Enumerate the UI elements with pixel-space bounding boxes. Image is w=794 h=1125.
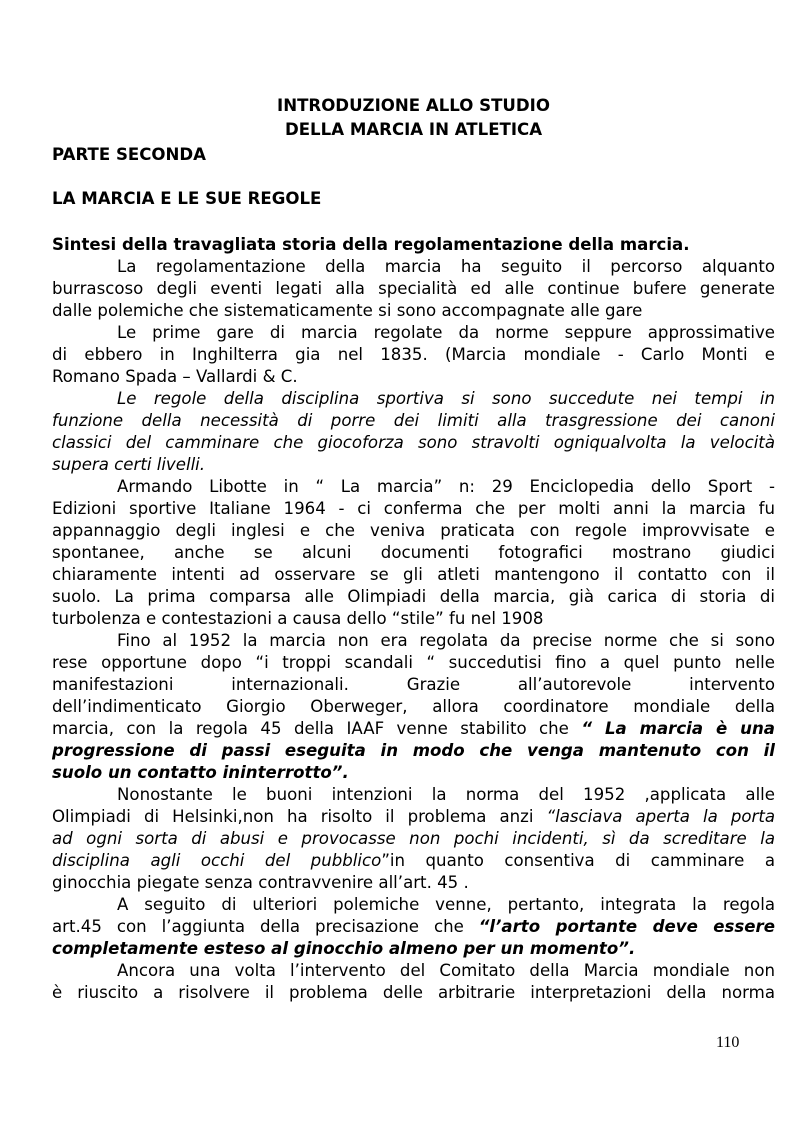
p5-quote-start: “ La marcia è una [581, 719, 775, 738]
p7-quote-start: “l’arto portante deve essere [478, 917, 775, 936]
p8-line-1: Ancora una volta l’intervento del Comitato della Marcia mondiale non [117, 961, 775, 980]
p4-line-1: Armando Libotte in “ La marcia” n: 29 Enciclopedia dello Sport - [117, 477, 775, 496]
p1-line-1: La regolamentazione della marcia ha seguito il percorso alquanto [117, 257, 775, 276]
p6-line-1: Nonostante le buoni intenzioni la norma del 1952 ,applicata alle [117, 785, 775, 804]
section-heading: LA MARCIA E LE SUE REGOLE [52, 189, 322, 208]
p6-quote-start: “lasciava aperta la porta [546, 807, 775, 826]
p6-quote-end: disciplina agli occhi del pubblico [52, 851, 382, 870]
p2-line-1: Le prime gare di marcia regolate da norme seppure approssimative [117, 323, 775, 342]
p5-line-5 [52, 719, 775, 739]
p2-line-2: di ebbero in Inghilterra gia nel 1835. (Marcia mondiale - Carlo Monti e [52, 345, 775, 364]
p4-line-6: suolo. La prima comparsa alle Olimpiadi della marcia, già carica di storia di [52, 587, 775, 606]
part-heading: PARTE SECONDA [52, 145, 207, 164]
p5-line-4: dell’indimenticato Giorgio Oberweger, allora coordinatore mondiale della [52, 697, 775, 716]
p3-line-4: supera certi livelli. [52, 455, 206, 474]
p4-line-4: spontanee, anche se alcuni documenti fotografici mostrano giudici [52, 543, 775, 562]
page-number: 110 [716, 1034, 740, 1051]
p6-line-4 [52, 851, 775, 871]
p6-line-5: ginocchia piegate senza contravvenire all’art. 45 . [52, 873, 469, 892]
p5-line-2: rese opportune dopo “i troppi scandali “ succedutisi fino a quel punto nelle [52, 653, 775, 672]
p1-line-3: dalle polemiche che sistematicamente si sono accompagnate alle gare [52, 301, 643, 320]
p1-line-2: burrascoso degli eventi legati alla specialità ed alle continue bufere generate [52, 279, 775, 298]
p5-line-7: suolo un contatto ininterrotto”. [52, 763, 349, 782]
p4-line-5: chiaramente intenti ad osservare se gli atleti mantengono il contatto con il [52, 565, 775, 584]
p3-line-2: funzione della necessità di porre dei limiti alla trasgressione dei canoni [52, 411, 775, 430]
title-line-1: INTRODUZIONE ALLO STUDIO [277, 96, 550, 115]
subheading: Sintesi della travagliata storia della regolamentazione della marcia. [52, 235, 690, 254]
p4-line-3: appannaggio degli inglesi e che veniva praticata con regole improvvisate e [52, 521, 775, 540]
p3-line-3: classici del camminare che giocoforza sono stravolti ogniqualvolta la velocità [52, 433, 775, 452]
p5-line-1: Fino al 1952 la marcia non era regolata da precise norme che si sono [117, 631, 775, 650]
p7-line-2-text: art.45 con l’aggiunta della precisazione che [52, 917, 479, 936]
p5-line-3: manifestazioni internazionali. Grazie all’autorevole intervento [52, 675, 775, 694]
p4-line-7: turbolenza e contestazioni a causa dello “stile” fu nel 1908 [52, 609, 544, 628]
p7-line-1: A seguito di ulteriori polemiche venne, pertanto, integrata la regola [117, 895, 775, 914]
p2-line-3: Romano Spada – Vallardi & C. [52, 367, 298, 386]
p6-line-3: ad ogni sorta di abusi e provocasse non pochi incidenti, sì da screditare la [52, 829, 775, 848]
p3-line-1: Le regole della disciplina sportiva si sono succedute nei tempi in [117, 389, 775, 408]
p7-line-2 [52, 917, 775, 937]
p6-line-4-text: ”in quanto consentiva di camminare a [381, 851, 775, 870]
p7-line-3: completamente esteso al ginocchio almeno per un momento”. [52, 939, 636, 958]
p5-line-6: progressione di passi eseguita in modo che venga mantenuto con il [52, 741, 775, 760]
p6-line-2-text: Olimpiadi di Helsinki,non ha risolto il problema anzi [52, 807, 547, 826]
title-line-2: DELLA MARCIA IN ATLETICA [284, 120, 543, 139]
p8-line-2: è riuscito a risolvere il problema delle arbitrarie interpretazioni della norma [52, 983, 775, 1002]
p4-line-2: Edizioni sportive Italiane 1964 - ci conferma che per molti anni la marcia fu [52, 499, 775, 518]
p6-line-2 [52, 807, 775, 827]
p5-line-5-text: marcia, con la regola 45 della IAAF venne stabilito che [52, 719, 582, 738]
